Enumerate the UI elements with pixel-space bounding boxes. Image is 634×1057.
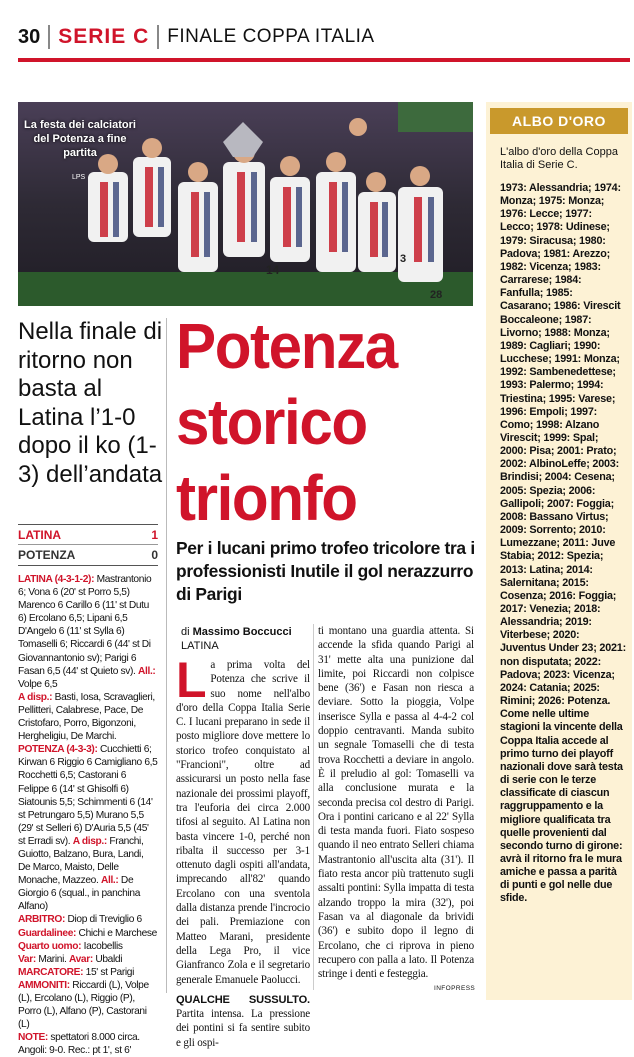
byline xyxy=(181,625,292,653)
subsection-title: FINALE COPPA ITALIA xyxy=(167,26,375,47)
team-score: 1 xyxy=(151,527,158,542)
author-name: Massimo Boccucci xyxy=(192,626,292,638)
bench-heading: A disp.: xyxy=(72,835,107,847)
article-paragraph: Partita intensa. La pressione dei pontini si fa sentire subito e gli ospi- xyxy=(176,1008,310,1049)
score-row-home xyxy=(18,524,158,545)
bench-text: Basti, Iosa, Scravaglieri, Pellitteri, Calabrese, Pace, De Cristofaro, Porro, Bigonzoni, Hergheligiu, De Marchi. xyxy=(18,691,155,743)
lineup-text: Cucchietti 6; Kirwan 6 Riggio 6 Camigliano 6,5 Rocchetti 6,5; Castorani 6 Felippe 6 (14' st Ghisolfi 6) Siatounis 5,5; Schimmenti 6 (14' st Petrungaro 5,5) Murano 5,5 (29' st Selleri 6) D'Auria 5,5 (45' st Erradi sv). xyxy=(18,744,158,847)
headline-line: storico xyxy=(176,386,367,458)
referee-heading: ARBITRO: xyxy=(18,914,65,926)
sidebar-intro: L'albo d'oro della Coppa Italia di Serie C. xyxy=(500,146,618,171)
scorer-text: 15' st Parigi xyxy=(83,966,135,978)
header-separator xyxy=(157,25,159,49)
lineup-heading: LATINA (4-3-1-2): xyxy=(18,574,95,585)
article-paragraph-continued: ti montano una guardia attenta. Si accende la sfida quando Parigi al 31' mette alta una punizione dal limite, poi Riccardi non colpisce bene (36') e Fasan non riesca a deviare. Sotto la pioggia, Volpe inserisce Sylla e passa al 4-4-2 col doppio centravanti. Manda subito un segnale Tomaselli che di testa trova Rocchetti a deviare in angolo. È il preludio al gol: Tomaselli va alla conclusione murata e la seconda precisa col destro di Parigi. Ora i pontini caricano e al 22' Sylla di testa manda fuori. Fiato sospeso quando il neo entrato Selleri chiama Mastrantonio all'uscita alta (31'). Il fiato resta ancor più trattenuto sugli assalti pontini: Sylla impatta di testa alzando troppo la mira (32'), poi Fasan va al diagonale da brividi (36') e subito dopo il legno di Ercolano, che ci riprova in pieno recupero con palla a lato. Il Potenza stringe i denti e festeggia. xyxy=(318,625,474,981)
linesmen-text: Chichi e Marchese xyxy=(76,927,157,939)
headline xyxy=(176,308,467,536)
column-divider xyxy=(313,624,314,990)
photo-source: INFOPRESS xyxy=(434,985,476,992)
scorer-heading: MARCATORE: xyxy=(18,966,84,978)
fourth-official-text: Iacobellis xyxy=(81,940,123,952)
bench-text: Franchi, Guiotto, Balzano, Bura, Landi, De Marco, Maisto, Delle Monache, Mazzeo. xyxy=(18,835,144,887)
photo-credit: LPS xyxy=(72,174,86,181)
match-summary: Nella finale di ritorno non basta al Latina l’1-0 dopo il ko (1-3) dell’andata xyxy=(18,318,163,488)
jersey-number: 3 xyxy=(400,253,407,265)
article-column-2 xyxy=(318,624,474,981)
notes-text: spettatori 8.000 circa. Angoli: 9-0. Rec.: pt 1', st 6' xyxy=(18,1032,140,1057)
coach-heading: All.: xyxy=(137,665,156,677)
bookings-heading: AMMONITI: xyxy=(18,979,70,991)
var-text: Marini. xyxy=(35,953,69,965)
notes-heading: NOTE: xyxy=(18,1032,48,1044)
section-title: SERIE C xyxy=(58,25,150,48)
team-name: LATINA xyxy=(18,527,62,542)
coach-text: Volpe 6,5 xyxy=(18,678,58,690)
drop-cap: L xyxy=(176,652,207,708)
bench-heading: A disp.: xyxy=(18,691,53,703)
dateline: LATINA xyxy=(181,640,219,652)
photo-caption: La festa dei calciatori del Potenza a fine partita xyxy=(24,119,136,159)
header-separator xyxy=(48,25,50,49)
byline-prefix: di xyxy=(181,626,193,638)
avar-heading: Avar: xyxy=(68,953,93,965)
sidebar-list: 1973: Alessandria; 1974: Monza; 1975: Monza; 1976: Lecce; 1977: Lecco; 1978: Udinese; 1979: Siracusa; 1980: Padova; 1981: Arezzo; 1982: Vicenza; 1983: Carrarese; 1984: Fanfulla; 1985: Casarano; 1986: Virescit Boccaleone; 1987: Livorno; 1988: Monza; 1989: Cagliari; 1990: Lucchese; 1991: Monza; 1992: Sambenedettese; 1993: Palermo; 1994: Triestina; 1995: Varese; 1996: Empoli; 1997: Como; 1998: Alzano Virescit; 1999: Spal; 2000: Pisa; 2001: Prato; 2002: AlbinoLeffe; 2003: Brindisi; 2004: Cesena; 2005: Spezia; 2006: Gallipoli; 2007: Foggia; 2008: Bassano Virtus; 2009: Sorrento; 2010: Lumezzane; 2011: Juve Stabia; 2012: Spezia; 2013: Latina; 2014: Salernitana; 2015: Cosenza; 2016: Foggia; 2017: Venezia; 2018: Alessandria; 2019: Viterbese; 2020: Juventus Under 23; 2021: non disputata; 2022: Padova; 2023: Vicenza; 2024: Catania; 2025: Rimini; 2026: Potenza. Come nelle ultime stagioni la vincente della Coppa Italia accede al primo turno dei playoff nazionali dove sarà testa di serie con le terze classificate di ciascun raggruppamento e la migliore qualificata tra quelle provenienti dal secondo turno di girone: avrà il ritorno fra le mura amiche e passa a parità di punti e gol nelle due sfide. xyxy=(500,182,627,905)
article-paragraph: a prima volta del Potenza che scrive il suo nome nell'albo d'oro della Coppa Italia Serie C. I lucani preparano in sede il posto migliore dove mettere lo storico trofeo conquistato al "Francioni", oltre ad assicurarsi un posto nella fase nazionale dei prossimi playoff, tra l'euforia dei circa 2.000 tifosi al seguito. Al Latina non basta vincere 1-0, perché non ribalta il successo per 3-1 ottenuto dagli ospiti all'andata, imprecando all'82' quando Ercolano con una sventola dalla distanza prende l'incrocio dei pali. Premiazione con Matteo Marani, presidente della Lega Pro, il vice Gianfranco Zola e il segretario generale Emanuele Paolucci. xyxy=(176,659,310,986)
coach-text: De Giorgio 6 (squal., in panchina Alfano) xyxy=(18,875,141,913)
scoreboard xyxy=(18,524,158,566)
article-column-1 xyxy=(176,652,310,1050)
bookings-text: Riccardi (L), Volpe (L), Ercolano (L), Riggio (P), Porro (L), Alfano (P), Castorani (L) xyxy=(18,979,149,1031)
coach-heading: All.: xyxy=(100,875,119,887)
team-score: 0 xyxy=(151,548,158,562)
subheadline: Per i lucani primo trofeo tricolore tra i professionisti Inutile il gol nerazzurro di Parigi xyxy=(176,538,475,604)
team-celebration-photo xyxy=(18,102,473,306)
referee-text: Diop di Treviglio 6 xyxy=(65,914,142,926)
jersey-number: 14 xyxy=(266,263,280,277)
header-rule xyxy=(18,58,630,62)
avar-text: Ubaldi xyxy=(92,953,123,965)
headline-line: Potenza xyxy=(176,310,397,382)
lineup-text: Mastrantonio 6; Vona 6 (20' st Porro 5,5) Marenco 6 Carillo 6 (11' st Dutu 6) Ercolano 6,5; Lipani 6,5 D'Angelo 6 (11' st Sylla 6) Tomaselli 6; Riccardi 6 (44' st Di Giovannantonio sv); Parigi 6 Fasan 6,5 (44' st Quieto sv). xyxy=(18,574,152,677)
linesmen-heading: Guardalinee: xyxy=(18,927,77,939)
score-row-away xyxy=(18,545,158,566)
lineup-heading: POTENZA (4-3-3): xyxy=(18,744,98,756)
fourth-official-heading: Quarto uomo: xyxy=(18,940,82,952)
sidebar-title: ALBO D'ORO xyxy=(490,108,628,134)
column-divider xyxy=(166,318,167,993)
match-report-table xyxy=(18,573,158,1057)
team-name: POTENZA xyxy=(18,548,76,562)
paragraph-lead: QUALCHE SUSSULTO. xyxy=(176,993,310,1006)
jersey-number: 28 xyxy=(430,289,443,301)
page-header xyxy=(18,22,375,52)
var-heading: Var: xyxy=(18,953,36,965)
albo-doro-sidebar xyxy=(486,102,632,1000)
page-number: 30 xyxy=(18,25,41,48)
headline-line: trionfo xyxy=(176,462,357,534)
